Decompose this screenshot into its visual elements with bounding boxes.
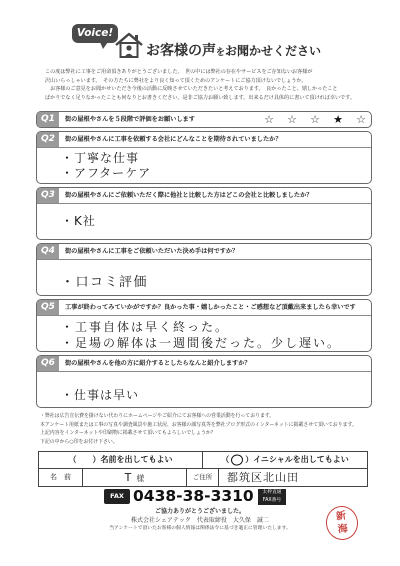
voice-badge [72, 24, 118, 43]
intro-line: この度は弊社に工事をご用命頂きありがとうございました。 世の中には弊社の存在やサービスをご存知ないお客様が [45, 69, 313, 75]
notice-line: 下記の中から○印をお付け下さい。 [40, 438, 118, 445]
question-5 [36, 299, 372, 352]
rating-star-icon: ☆ [356, 113, 366, 126]
customer-info-row [39, 469, 367, 486]
handwritten-answer: ・K社 [61, 214, 96, 228]
consent-option-name [39, 452, 203, 468]
question-number: Q3 [37, 188, 59, 203]
handwritten-answer: ・丁寧な仕事 [61, 151, 140, 165]
footer [40, 507, 360, 533]
name-suffix: 様 [136, 474, 145, 483]
title-particle: を [216, 48, 226, 58]
question-3 [36, 187, 372, 240]
question-number: Q4 [37, 244, 59, 259]
choice-parentheses: （ ） [68, 455, 101, 464]
house-icon [114, 30, 144, 60]
question-text: 街の屋根やさんに工事をご依頼いただいた決め手は何ですか？ [65, 248, 239, 255]
question-header [37, 244, 371, 260]
privacy-note: 当アンケートで頂いたお客様の個人情報は関係法令に基づき適正に管理いたします。 [109, 526, 291, 531]
address-field [219, 469, 367, 486]
consent-option-initial [203, 452, 367, 468]
address-value: 都筑区北山田 [227, 471, 299, 484]
notice-line: ・弊社は広告宣伝費を掛けない代わりにホームページやご紹介にてお客様への営業活動を行っております。 [40, 413, 275, 419]
question-text: 街の屋根やさんにご依頼いただく際に他社と比較した方はどこの会社と比較しましたか？ [65, 192, 313, 199]
name-field [83, 469, 187, 486]
consent-option-label: イニシャルを出してもよい [253, 455, 349, 464]
rating-star-icon: ★ [333, 113, 343, 126]
handwritten-answer: ・アフターケア [61, 166, 152, 180]
company-signature: 株式会社シェアテック 代表取締役 大久保 誠二 [131, 517, 269, 524]
question-2 [36, 131, 372, 184]
question-header [37, 356, 371, 372]
rating-star-icon: ☆ [310, 113, 320, 126]
publication-notice [40, 412, 368, 446]
fax-icon: FAX [104, 489, 130, 504]
voice-badge-label: Voice! [76, 27, 114, 39]
consent-option-label: 名前を出してもよい [100, 455, 173, 464]
fax-note-line: FAX番号 [262, 498, 282, 503]
handwritten-answer: ・工事自体は早く終った。 [61, 320, 230, 334]
rating-stars [263, 112, 367, 127]
fax-note-line: 太枠直通 [262, 490, 282, 495]
stamp-char: 新 [335, 510, 347, 523]
handwritten-answer: ・口コミ評価 [61, 275, 149, 290]
consent-options-row [39, 452, 367, 469]
question-number: Q6 [37, 356, 59, 371]
question-1 [36, 111, 372, 128]
question-text: 街の屋根やさんを他の方に紹介するとしたらなんと紹介しますか？ [65, 360, 251, 367]
question-text: 街の屋根やさんに工事を依頼する会社にどんなことを期待されていましたか？ [65, 136, 282, 143]
thanks-text: ご協力ありがとうございました。 [154, 508, 245, 515]
intro-line: ばかりでなく足りなかったことも何なりとお書きください。是非ご協力お願い致します。出来るだけ具体的に書いて頂ければ幸いです。 [45, 94, 355, 101]
handwritten-answer: ・足場の解体は一週間後だった。少し遅い。 [61, 336, 342, 350]
intro-line: お客様のご意見をお聞かせいただき今後の活動に反映させていただきたいと考えております。 良かったこと、嬉しかったこと [45, 86, 338, 92]
stamp-char: 海 [337, 523, 349, 536]
question-number: Q5 [37, 300, 59, 315]
rating-star-icon: ☆ [287, 113, 297, 126]
question-header [37, 188, 371, 204]
name-value: T [124, 471, 133, 484]
hand-drawn-circle-mark [230, 454, 244, 467]
title-main: お客様の声 [146, 43, 216, 59]
question-text: 街の屋根やさんを５段階で評価をお願いします [65, 116, 195, 123]
page-title [146, 40, 321, 60]
consent-table [38, 451, 368, 487]
rating-star-icon: ☆ [264, 113, 274, 126]
question-4 [36, 243, 372, 296]
question-header [37, 300, 371, 316]
fax-number: 0438-38-3310 [133, 487, 254, 505]
question-6 [36, 355, 372, 408]
title-rest: お聞かせください [225, 44, 322, 58]
notice-line: 上記内容をインターネットや印刷物に掲載させて頂いてもよろしいでしょうか？ [40, 430, 216, 437]
question-text: 工事が終わってみていかがですか？良かった事・嬉しかったこと・ご感想など頂戴出来ましたら幸いです [65, 304, 356, 311]
question-number: Q2 [37, 132, 59, 147]
handwritten-answer: ・仕事は早い [61, 388, 140, 402]
question-number: Q1 [37, 112, 59, 127]
question-header [37, 112, 371, 127]
intro-line: 沢山いらっしゃいます。 その方たちに弊社をより良く知って頂くためのアンケートにご協力頂けないでしょうか。 [45, 77, 307, 84]
intro-paragraph [45, 68, 363, 102]
fax-note-badge [258, 489, 286, 505]
question-header [37, 132, 371, 148]
address-label: ご住所 [187, 469, 219, 486]
name-label: 名 前 [39, 469, 83, 486]
choice-parentheses: （ ） [221, 452, 253, 468]
notice-line: 本アンケート用紙または工事の写真や調査風景や施工状況、お客様の顔写真等を弊社ブログ形式のインターネットに掲載させて頂いております。 [40, 421, 357, 428]
